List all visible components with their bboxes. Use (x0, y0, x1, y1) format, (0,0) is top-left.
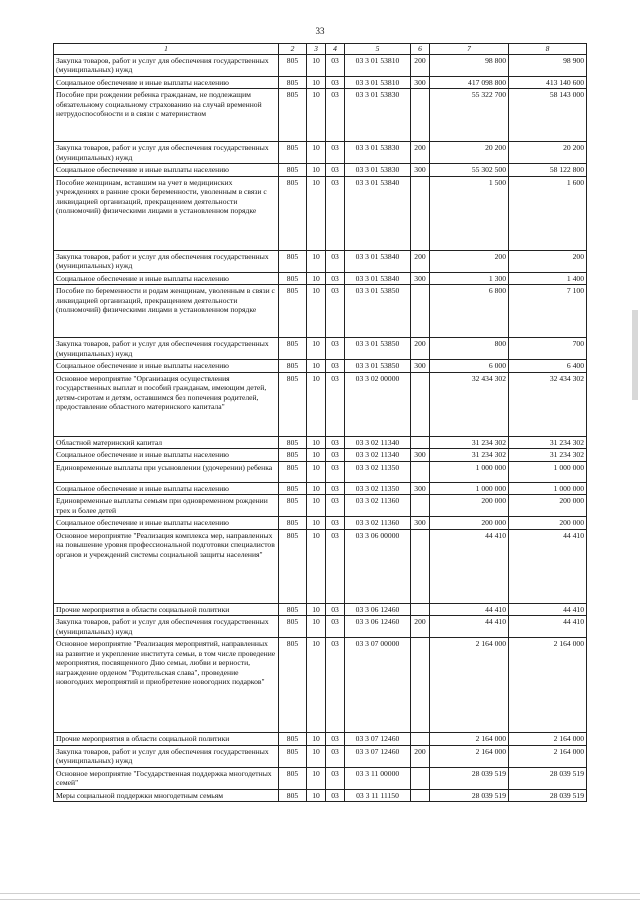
expense-type-code: 300 (411, 164, 430, 177)
table-row (54, 603, 587, 616)
budget-table (53, 43, 587, 802)
table-row (54, 76, 587, 89)
amount-year-1: 800 (430, 338, 509, 360)
ministry-code: 805 (279, 338, 307, 360)
subsection-code: 03 (326, 360, 345, 373)
amount-year-1: 98 800 (430, 54, 509, 76)
amount-year-1: 28 039 519 (430, 789, 509, 802)
expense-type-code (411, 529, 430, 603)
amount-year-1: 1 300 (430, 272, 509, 285)
item-name: Социальное обеспечение и иные выплаты населению (54, 360, 279, 373)
amount-year-2: 44 410 (509, 529, 587, 603)
expense-type-code (411, 495, 430, 517)
expense-type-code: 200 (411, 250, 430, 272)
amount-year-2: 58 143 000 (509, 89, 587, 142)
table-row (54, 176, 587, 250)
ministry-code: 805 (279, 449, 307, 462)
target-article-code: 03 3 01 53840 (345, 176, 411, 250)
ministry-code: 805 (279, 54, 307, 76)
target-article-code: 03 3 01 53810 (345, 54, 411, 76)
item-name: Социальное обеспечение и иные выплаты населению (54, 482, 279, 495)
amount-year-1: 200 000 (430, 517, 509, 530)
item-name: Основное мероприятие "Государственная поддержка многодетных семей" (54, 767, 279, 789)
table-row (54, 517, 587, 530)
table-row (54, 495, 587, 517)
amount-year-2: 700 (509, 338, 587, 360)
amount-year-1: 200 (430, 250, 509, 272)
ministry-code: 805 (279, 529, 307, 603)
amount-year-1: 1 500 (430, 176, 509, 250)
ministry-code: 805 (279, 638, 307, 733)
item-name: Пособие при рождении ребенка гражданам, не подлежащим обязательному социальному страхованию на случай временной нетрудоспособности и в связи с материнством (54, 89, 279, 142)
expense-type-code (411, 603, 430, 616)
target-article-code: 03 3 02 11360 (345, 517, 411, 530)
ministry-code: 805 (279, 789, 307, 802)
item-name: Закупка товаров, работ и услуг для обеспечения государственных (муниципальных) нужд (54, 54, 279, 76)
item-name: Областной материнский капитал (54, 436, 279, 449)
amount-year-1: 2 164 000 (430, 733, 509, 746)
amount-year-2: 1 600 (509, 176, 587, 250)
amount-year-2: 44 410 (509, 616, 587, 638)
subsection-code: 03 (326, 638, 345, 733)
expense-type-code: 300 (411, 360, 430, 373)
expense-type-code: 200 (411, 142, 430, 164)
table-row (54, 733, 587, 746)
expense-type-code: 200 (411, 616, 430, 638)
scan-edge-mark (632, 310, 638, 400)
subsection-code: 03 (326, 250, 345, 272)
amount-year-2: 98 900 (509, 54, 587, 76)
ministry-code: 805 (279, 372, 307, 436)
ministry-code: 805 (279, 360, 307, 373)
table-row (54, 789, 587, 802)
section-code: 10 (307, 529, 326, 603)
item-name: Прочие мероприятия в области социальной политики (54, 603, 279, 616)
amount-year-2: 2 164 000 (509, 733, 587, 746)
header-row (54, 44, 587, 55)
subsection-code: 03 (326, 767, 345, 789)
item-name: Пособие по беременности и родам женщинам, уволенным в связи с ликвидацией организаций, прекращением деятельности (полномочий) физическими лицами в установленном порядке (54, 285, 279, 338)
subsection-code: 03 (326, 76, 345, 89)
table-row (54, 272, 587, 285)
subsection-code: 03 (326, 89, 345, 142)
item-name: Закупка товаров, работ и услуг для обеспечения государственных (муниципальных) нужд (54, 338, 279, 360)
expense-type-code: 200 (411, 745, 430, 767)
item-name: Закупка товаров, работ и услуг для обеспечения государственных (муниципальных) нужд (54, 142, 279, 164)
section-code: 10 (307, 517, 326, 530)
expense-type-code: 200 (411, 54, 430, 76)
item-name: Единовременные выплаты при усыновлении (удочерении) ребенка (54, 461, 279, 482)
table-row (54, 482, 587, 495)
table-row (54, 338, 587, 360)
item-name: Социальное обеспечение и иные выплаты населению (54, 164, 279, 177)
target-article-code: 03 3 01 53810 (345, 76, 411, 89)
subsection-code: 03 (326, 285, 345, 338)
section-code: 10 (307, 76, 326, 89)
item-name: Единовременные выплаты семьям при одновременном рождении трех и более детей (54, 495, 279, 517)
section-code: 10 (307, 89, 326, 142)
section-code: 10 (307, 176, 326, 250)
section-code: 10 (307, 338, 326, 360)
amount-year-2: 44 410 (509, 603, 587, 616)
amount-year-1: 1 000 000 (430, 482, 509, 495)
subsection-code: 03 (326, 529, 345, 603)
expense-type-code (411, 733, 430, 746)
amount-year-1: 20 200 (430, 142, 509, 164)
ministry-code: 805 (279, 495, 307, 517)
target-article-code: 03 3 01 53830 (345, 142, 411, 164)
item-name: Основное мероприятие "Реализация комплекса мер, направленных на повышение уровня профессиональной подготовки специалистов органов и учреждений системы социальной защиты населения" (54, 529, 279, 603)
amount-year-1: 44 410 (430, 603, 509, 616)
table-row (54, 142, 587, 164)
amount-year-1: 32 434 302 (430, 372, 509, 436)
expense-type-code (411, 176, 430, 250)
section-code: 10 (307, 638, 326, 733)
item-name: Основное мероприятие "Организация осуществления государственных выплат и пособий гражданам, имеющим детей, детям-сиротам и детям, оставшимся без попечения родителей, предоставление областного материнского капитала" (54, 372, 279, 436)
section-code: 10 (307, 372, 326, 436)
amount-year-2: 1 000 000 (509, 461, 587, 482)
target-article-code: 03 3 02 00000 (345, 372, 411, 436)
target-article-code: 03 3 07 12460 (345, 733, 411, 746)
subsection-code: 03 (326, 461, 345, 482)
page-number: 33 (315, 26, 325, 36)
section-code: 10 (307, 164, 326, 177)
ministry-code: 805 (279, 482, 307, 495)
section-code: 10 (307, 436, 326, 449)
expense-type-code (411, 767, 430, 789)
table-row (54, 449, 587, 462)
ministry-code: 805 (279, 142, 307, 164)
column-header: 8 (509, 44, 587, 55)
subsection-code: 03 (326, 338, 345, 360)
subsection-code: 03 (326, 482, 345, 495)
target-article-code: 03 3 07 12460 (345, 745, 411, 767)
target-article-code: 03 3 01 53850 (345, 285, 411, 338)
table-row (54, 164, 587, 177)
expense-type-code (411, 789, 430, 802)
ministry-code: 805 (279, 767, 307, 789)
ministry-code: 805 (279, 603, 307, 616)
subsection-code: 03 (326, 495, 345, 517)
ministry-code: 805 (279, 76, 307, 89)
table-row (54, 54, 587, 76)
target-article-code: 03 3 02 11340 (345, 449, 411, 462)
target-article-code: 03 3 02 11360 (345, 495, 411, 517)
amount-year-2: 28 039 519 (509, 789, 587, 802)
amount-year-2: 20 200 (509, 142, 587, 164)
target-article-code: 03 3 07 00000 (345, 638, 411, 733)
section-code: 10 (307, 285, 326, 338)
ministry-code: 805 (279, 745, 307, 767)
ministry-code: 805 (279, 176, 307, 250)
table-row (54, 360, 587, 373)
item-name: Меры социальной поддержки многодетным семьям (54, 789, 279, 802)
column-header: 4 (326, 44, 345, 55)
amount-year-2: 58 122 800 (509, 164, 587, 177)
table-row (54, 616, 587, 638)
ministry-code: 805 (279, 285, 307, 338)
amount-year-1: 200 000 (430, 495, 509, 517)
expense-type-code: 300 (411, 517, 430, 530)
target-article-code: 03 3 02 11350 (345, 461, 411, 482)
section-code: 10 (307, 482, 326, 495)
table-row (54, 745, 587, 767)
expense-type-code: 200 (411, 338, 430, 360)
section-code: 10 (307, 616, 326, 638)
item-name: Закупка товаров, работ и услуг для обеспечения государственных (муниципальных) нужд (54, 745, 279, 767)
amount-year-2: 31 234 302 (509, 449, 587, 462)
ministry-code: 805 (279, 733, 307, 746)
amount-year-1: 44 410 (430, 529, 509, 603)
amount-year-2: 31 234 302 (509, 436, 587, 449)
subsection-code: 03 (326, 517, 345, 530)
amount-year-2: 6 400 (509, 360, 587, 373)
amount-year-2: 1 400 (509, 272, 587, 285)
expense-type-code (411, 372, 430, 436)
target-article-code: 03 3 01 53830 (345, 164, 411, 177)
table-row (54, 89, 587, 142)
target-article-code: 03 3 01 53850 (345, 360, 411, 373)
column-header: 5 (345, 44, 411, 55)
item-name: Социальное обеспечение и иные выплаты населению (54, 449, 279, 462)
subsection-code: 03 (326, 372, 345, 436)
section-code: 10 (307, 142, 326, 164)
table-row (54, 638, 587, 733)
amount-year-1: 55 302 500 (430, 164, 509, 177)
target-article-code: 03 3 01 53850 (345, 338, 411, 360)
subsection-code: 03 (326, 272, 345, 285)
amount-year-1: 6 800 (430, 285, 509, 338)
section-code: 10 (307, 789, 326, 802)
target-article-code: 03 3 11 11150 (345, 789, 411, 802)
ministry-code: 805 (279, 89, 307, 142)
target-article-code: 03 3 06 00000 (345, 529, 411, 603)
amount-year-2: 28 039 519 (509, 767, 587, 789)
expense-type-code: 300 (411, 449, 430, 462)
amount-year-1: 31 234 302 (430, 449, 509, 462)
subsection-code: 03 (326, 603, 345, 616)
target-article-code: 03 3 02 11340 (345, 436, 411, 449)
target-article-code: 03 3 01 53830 (345, 89, 411, 142)
section-code: 10 (307, 745, 326, 767)
section-code: 10 (307, 449, 326, 462)
amount-year-1: 2 164 000 (430, 638, 509, 733)
column-header: 3 (307, 44, 326, 55)
item-name: Закупка товаров, работ и услуг для обеспечения государственных (муниципальных) нужд (54, 250, 279, 272)
table-row (54, 436, 587, 449)
amount-year-1: 417 098 800 (430, 76, 509, 89)
ministry-code: 805 (279, 461, 307, 482)
section-code: 10 (307, 733, 326, 746)
amount-year-1: 2 164 000 (430, 745, 509, 767)
item-name: Пособие женщинам, вставшим на учет в медицинских учреждениях в ранние сроки беременности, уволенным в связи с ликвидацией организаций, прекращением деятельности (полномочий) физическими лицами в установленном порядке (54, 176, 279, 250)
amount-year-2: 200 (509, 250, 587, 272)
table-row (54, 767, 587, 789)
section-code: 10 (307, 360, 326, 373)
section-code: 10 (307, 495, 326, 517)
item-name: Социальное обеспечение и иные выплаты населению (54, 76, 279, 89)
subsection-code: 03 (326, 733, 345, 746)
amount-year-1: 44 410 (430, 616, 509, 638)
column-header: 7 (430, 44, 509, 55)
amount-year-1: 55 322 700 (430, 89, 509, 142)
amount-year-2: 2 164 000 (509, 745, 587, 767)
item-name: Основное мероприятие "Реализация мероприятий, направленных на развитие и укрепление института семьи, в том числе проведение мероприятия, посвященного Дню семьи, любви и верности, награждение орденом "Родительская слава", проведение новогодних мероприятий и приобретение новогодних подарков" (54, 638, 279, 733)
target-article-code: 03 3 01 53840 (345, 250, 411, 272)
target-article-code: 03 3 06 12460 (345, 616, 411, 638)
item-name: Социальное обеспечение и иные выплаты населению (54, 272, 279, 285)
target-article-code: 03 3 06 12460 (345, 603, 411, 616)
section-code: 10 (307, 250, 326, 272)
expense-type-code: 300 (411, 76, 430, 89)
subsection-code: 03 (326, 745, 345, 767)
ministry-code: 805 (279, 272, 307, 285)
ministry-code: 805 (279, 517, 307, 530)
section-code: 10 (307, 272, 326, 285)
subsection-code: 03 (326, 616, 345, 638)
subsection-code: 03 (326, 142, 345, 164)
table-row (54, 372, 587, 436)
amount-year-2: 7 100 (509, 285, 587, 338)
column-header: 1 (54, 44, 279, 55)
expense-type-code (411, 638, 430, 733)
subsection-code: 03 (326, 164, 345, 177)
scan-footer-line (0, 899, 640, 900)
ministry-code: 805 (279, 436, 307, 449)
table-row (54, 461, 587, 482)
section-code: 10 (307, 767, 326, 789)
subsection-code: 03 (326, 176, 345, 250)
section-code: 10 (307, 54, 326, 76)
ministry-code: 805 (279, 250, 307, 272)
amount-year-2: 413 140 600 (509, 76, 587, 89)
amount-year-2: 200 000 (509, 517, 587, 530)
amount-year-1: 28 039 519 (430, 767, 509, 789)
item-name: Прочие мероприятия в области социальной политики (54, 733, 279, 746)
ministry-code: 805 (279, 164, 307, 177)
amount-year-2: 1 000 000 (509, 482, 587, 495)
target-article-code: 03 3 01 53840 (345, 272, 411, 285)
amount-year-2: 200 000 (509, 495, 587, 517)
amount-year-1: 31 234 302 (430, 436, 509, 449)
subsection-code: 03 (326, 789, 345, 802)
expense-type-code: 300 (411, 482, 430, 495)
expense-type-code (411, 436, 430, 449)
table-row (54, 285, 587, 338)
subsection-code: 03 (326, 436, 345, 449)
amount-year-1: 1 000 000 (430, 461, 509, 482)
expense-type-code (411, 89, 430, 142)
table-row (54, 250, 587, 272)
expense-type-code (411, 285, 430, 338)
subsection-code: 03 (326, 449, 345, 462)
table-row (54, 529, 587, 603)
item-name: Социальное обеспечение и иные выплаты населению (54, 517, 279, 530)
column-header: 2 (279, 44, 307, 55)
target-article-code: 03 3 02 11350 (345, 482, 411, 495)
expense-type-code (411, 461, 430, 482)
subsection-code: 03 (326, 54, 345, 76)
item-name: Закупка товаров, работ и услуг для обеспечения государственных (муниципальных) нужд (54, 616, 279, 638)
table-body (54, 54, 587, 802)
amount-year-2: 2 164 000 (509, 638, 587, 733)
ministry-code: 805 (279, 616, 307, 638)
section-code: 10 (307, 461, 326, 482)
amount-year-1: 6 000 (430, 360, 509, 373)
scan-footer-line (0, 893, 640, 894)
expense-type-code: 300 (411, 272, 430, 285)
column-header: 6 (411, 44, 430, 55)
section-code: 10 (307, 603, 326, 616)
target-article-code: 03 3 11 00000 (345, 767, 411, 789)
amount-year-2: 32 434 302 (509, 372, 587, 436)
